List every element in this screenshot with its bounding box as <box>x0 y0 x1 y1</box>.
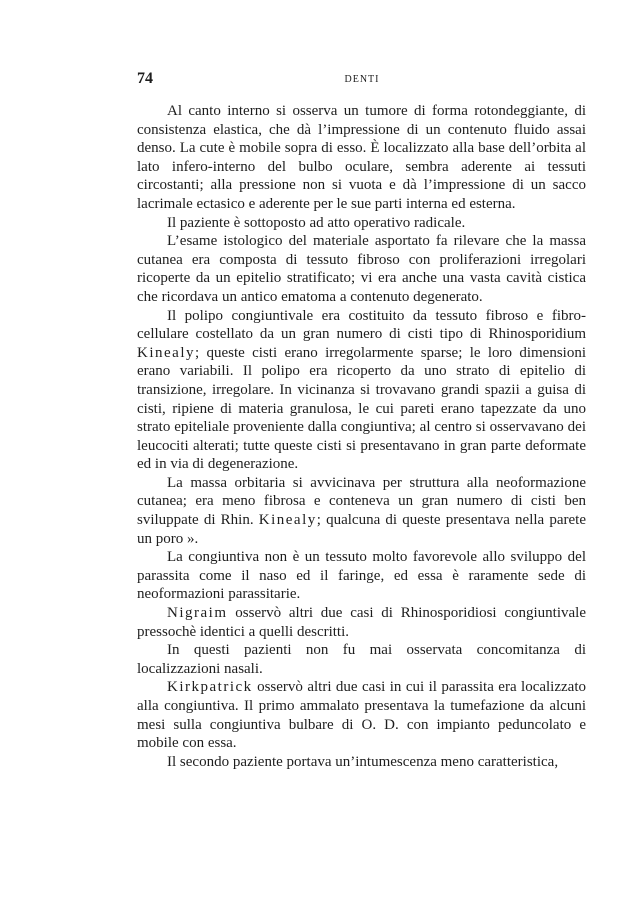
paragraph <box>137 753 586 772</box>
paragraph <box>137 641 586 678</box>
page-number: 74 <box>137 70 153 87</box>
text-segment: In questi pazienti non fu mai osservata concomitanza di localizzazioni nasali. <box>137 642 586 677</box>
paragraph <box>137 214 586 233</box>
paragraph <box>137 474 586 548</box>
paragraph <box>137 307 586 474</box>
body-text <box>137 102 586 771</box>
text-segment: La massa orbitaria si avvicinava per struttura alla neoformazione cutanea; era meno fibrosa e conteneva un gran numero di cisti ben sviluppate di Rhin. <box>137 474 586 529</box>
running-head: DENTI <box>344 74 380 85</box>
author-name: Nigraim <box>167 605 228 622</box>
author-name: Kinealy <box>137 344 195 361</box>
page-header <box>137 70 587 94</box>
text-segment: Il paziente è sottoposto ad atto operativo radicale. <box>167 214 466 231</box>
text-segment: Al canto interno si osserva un tumore di forma rotondeggiante, di consistenza elastica, che dà l’impressione di un contenuto fluido assai denso. La cute è mobile sopra di esso. È localizzato alla base dell’orbita al lato infero-interno del bulbo oculare, sembra aderente ai tessuti circostanti; alla pressione non si vuota e dà l’impressione di un sacco lacrimale ectasico e aderente per le sue parti interna ed esterna. <box>137 103 586 212</box>
text-segment: Il secondo paziente portava un’intumescenza meno caratteristica, <box>167 753 559 770</box>
paragraph <box>137 678 586 752</box>
text-segment: L’esame istologico del materiale asportato fa rilevare che la massa cutanea era composta di tessuto fibroso con proliferazioni irregolari ricoperte da un epitelio stratificato; vi era anche una vasta cavità cistica che ricordava un antico ematoma a contenuto degenerato. <box>137 233 586 305</box>
author-name: Kirkpatrick <box>167 679 253 696</box>
text-segment: osservò altri due casi di Rhinosporidiosi congiuntivale pressochè identici a quelli descritti. <box>137 605 586 640</box>
paragraph <box>137 604 586 641</box>
text-segment: ; queste cisti erano irregolarmente sparse; le loro dimensioni erano variabili. Il polipo era ricoperto da uno strato di epitelio di transizione, irregolare. In vicinanza si trovavano grandi spazii a guisa di cisti, ripiene di materia granulosa, le cui pareti erano tapezzate da uno strato epiteliale proveniente dalla congiuntiva; al centro si osservavano dei leucociti alterati; tutte queste cisti si presentavano in gran parte deformate ed in via di degenerazione. <box>137 344 586 473</box>
text-segment: ; qualcuna di queste presentava nella parete un poro ». <box>137 512 586 547</box>
author-name: Kinealy <box>258 512 317 529</box>
text-segment: osservò altri due casi in cui il parassita era localizzato alla congiuntiva. Il primo ammalato presentava la tumefazione da alcuni mesi sulla congiuntiva bulbare di O. D. con impianto peduncolato e mobile con essa. <box>137 679 586 752</box>
paragraph <box>137 548 586 604</box>
paragraph <box>137 102 586 214</box>
paragraph <box>137 232 586 306</box>
text-segment: Il polipo congiuntivale era costituito da tessuto fibroso e fibro-cellulare costellato da un gran numero di cisti tipo di Rhinosporidium <box>137 307 586 343</box>
text-segment: La congiuntiva non è un tessuto molto favorevole allo sviluppo del parassita come il naso ed il faringe, ed essa è raramente sede di neoformazioni parassitarie. <box>137 549 586 603</box>
